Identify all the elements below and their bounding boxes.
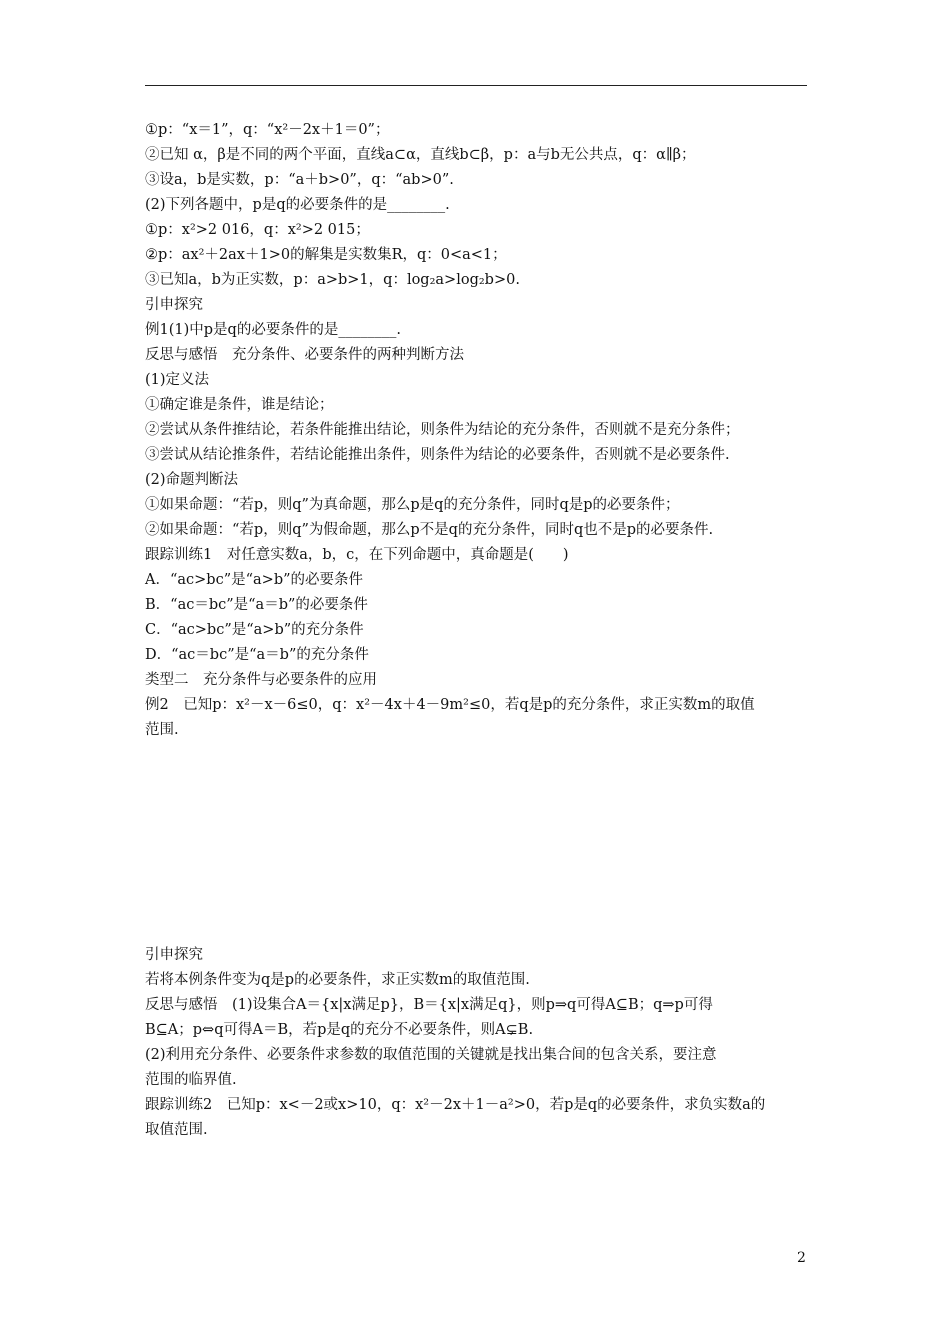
text-line: ②已知 α，β是不同的两个平面，直线a⊂α，直线b⊂β，p：a与b无公共点，q：α∥β； (145, 147, 696, 163)
text-line: 范围. (145, 722, 179, 738)
section-heading: 跟踪训练2 已知p：x<－2或x>10，q：x²－2x＋1－a²>0，若p是q的必要条件，求负实数a的 (145, 1097, 766, 1113)
text-line: 例2 已知p：x²－x－6≤0，q：x²－4x＋4－9m²≤0，若q是p的充分条件，求正实数m的取值 (145, 697, 755, 713)
header-rule (145, 85, 807, 86)
text-line: ①p：x²>2 016，q：x²>2 015； (145, 222, 370, 238)
text-line: ③已知a，b为正实数，p：a>b>1，q：log₂a>log₂b>0. (145, 272, 520, 288)
section-heading: 反思与感悟 充分条件、必要条件的两种判断方法 (145, 347, 464, 363)
section-heading: 跟踪训练1 对任意实数a，b，c，在下列命题中，真命题是( ) (145, 547, 569, 563)
text-line: (1)定义法 (145, 372, 210, 388)
text-line: ①如果命题：“若p，则q”为真命题，那么p是q的充分条件，同时q是p的必要条件； (145, 497, 680, 513)
section-heading: 类型二 充分条件与必要条件的应用 (145, 672, 377, 688)
section-heading: 引申探究 (145, 947, 203, 963)
option-b: B．“ac＝bc”是“a＝b”的必要条件 (145, 597, 368, 613)
text-line: ②如果命题：“若p，则q”为假命题，那么p不是q的充分条件，同时q也不是p的必要条件. (145, 522, 714, 538)
option-a: A．“ac>bc”是“a>b”的必要条件 (145, 572, 364, 588)
section-heading: 反思与感悟 (1)设集合A＝{x|x满足p}，B＝{x|x满足q}，则p⇒q可得A⊆B；q⇒p可得 (145, 997, 713, 1013)
text-line: (2)利用充分条件、必要条件求参数的取值范围的关键就是找出集合间的包含关系，要注意 (145, 1047, 717, 1063)
option-d: D．“ac＝bc”是“a＝b”的充分条件 (145, 647, 369, 663)
text-line: B⊆A；p⇔q可得A＝B，若p是q的充分不必要条件，则A⊊B. (145, 1022, 534, 1038)
text-line: 取值范围. (145, 1122, 208, 1138)
text-line: ②尝试从条件推结论，若条件能推出结论，则条件为结论的充分条件，否则就不是充分条件； (145, 422, 740, 438)
text-line: ①确定谁是条件，谁是结论； (145, 397, 334, 413)
text-line: ③设a，b是实数，p：“a＋b>0”，q：“ab>0”. (145, 172, 454, 188)
text-line: ③尝试从结论推条件，若结论能推出条件，则条件为结论的必要条件，否则就不是必要条件. (145, 447, 730, 463)
text-line: 范围的临界值. (145, 1072, 237, 1088)
text-line: ①p：“x＝1”，q：“x²－2x＋1＝0”； (145, 122, 390, 138)
text-line: ②p：ax²＋2ax＋1>0的解集是实数集R，q：0<a<1； (145, 247, 507, 263)
page-number: 2 (797, 1250, 806, 1266)
text-line: (2)命题判断法 (145, 472, 239, 488)
text-line: 例1(1)中p是q的必要条件的是________. (145, 322, 401, 338)
option-c: C．“ac>bc”是“a>b”的充分条件 (145, 622, 364, 638)
text-line: (2)下列各题中，p是q的必要条件的是________. (145, 197, 450, 213)
section-heading: 引申探究 (145, 297, 203, 313)
text-line: 若将本例条件变为q是p的必要条件，求正实数m的取值范围. (145, 972, 530, 988)
